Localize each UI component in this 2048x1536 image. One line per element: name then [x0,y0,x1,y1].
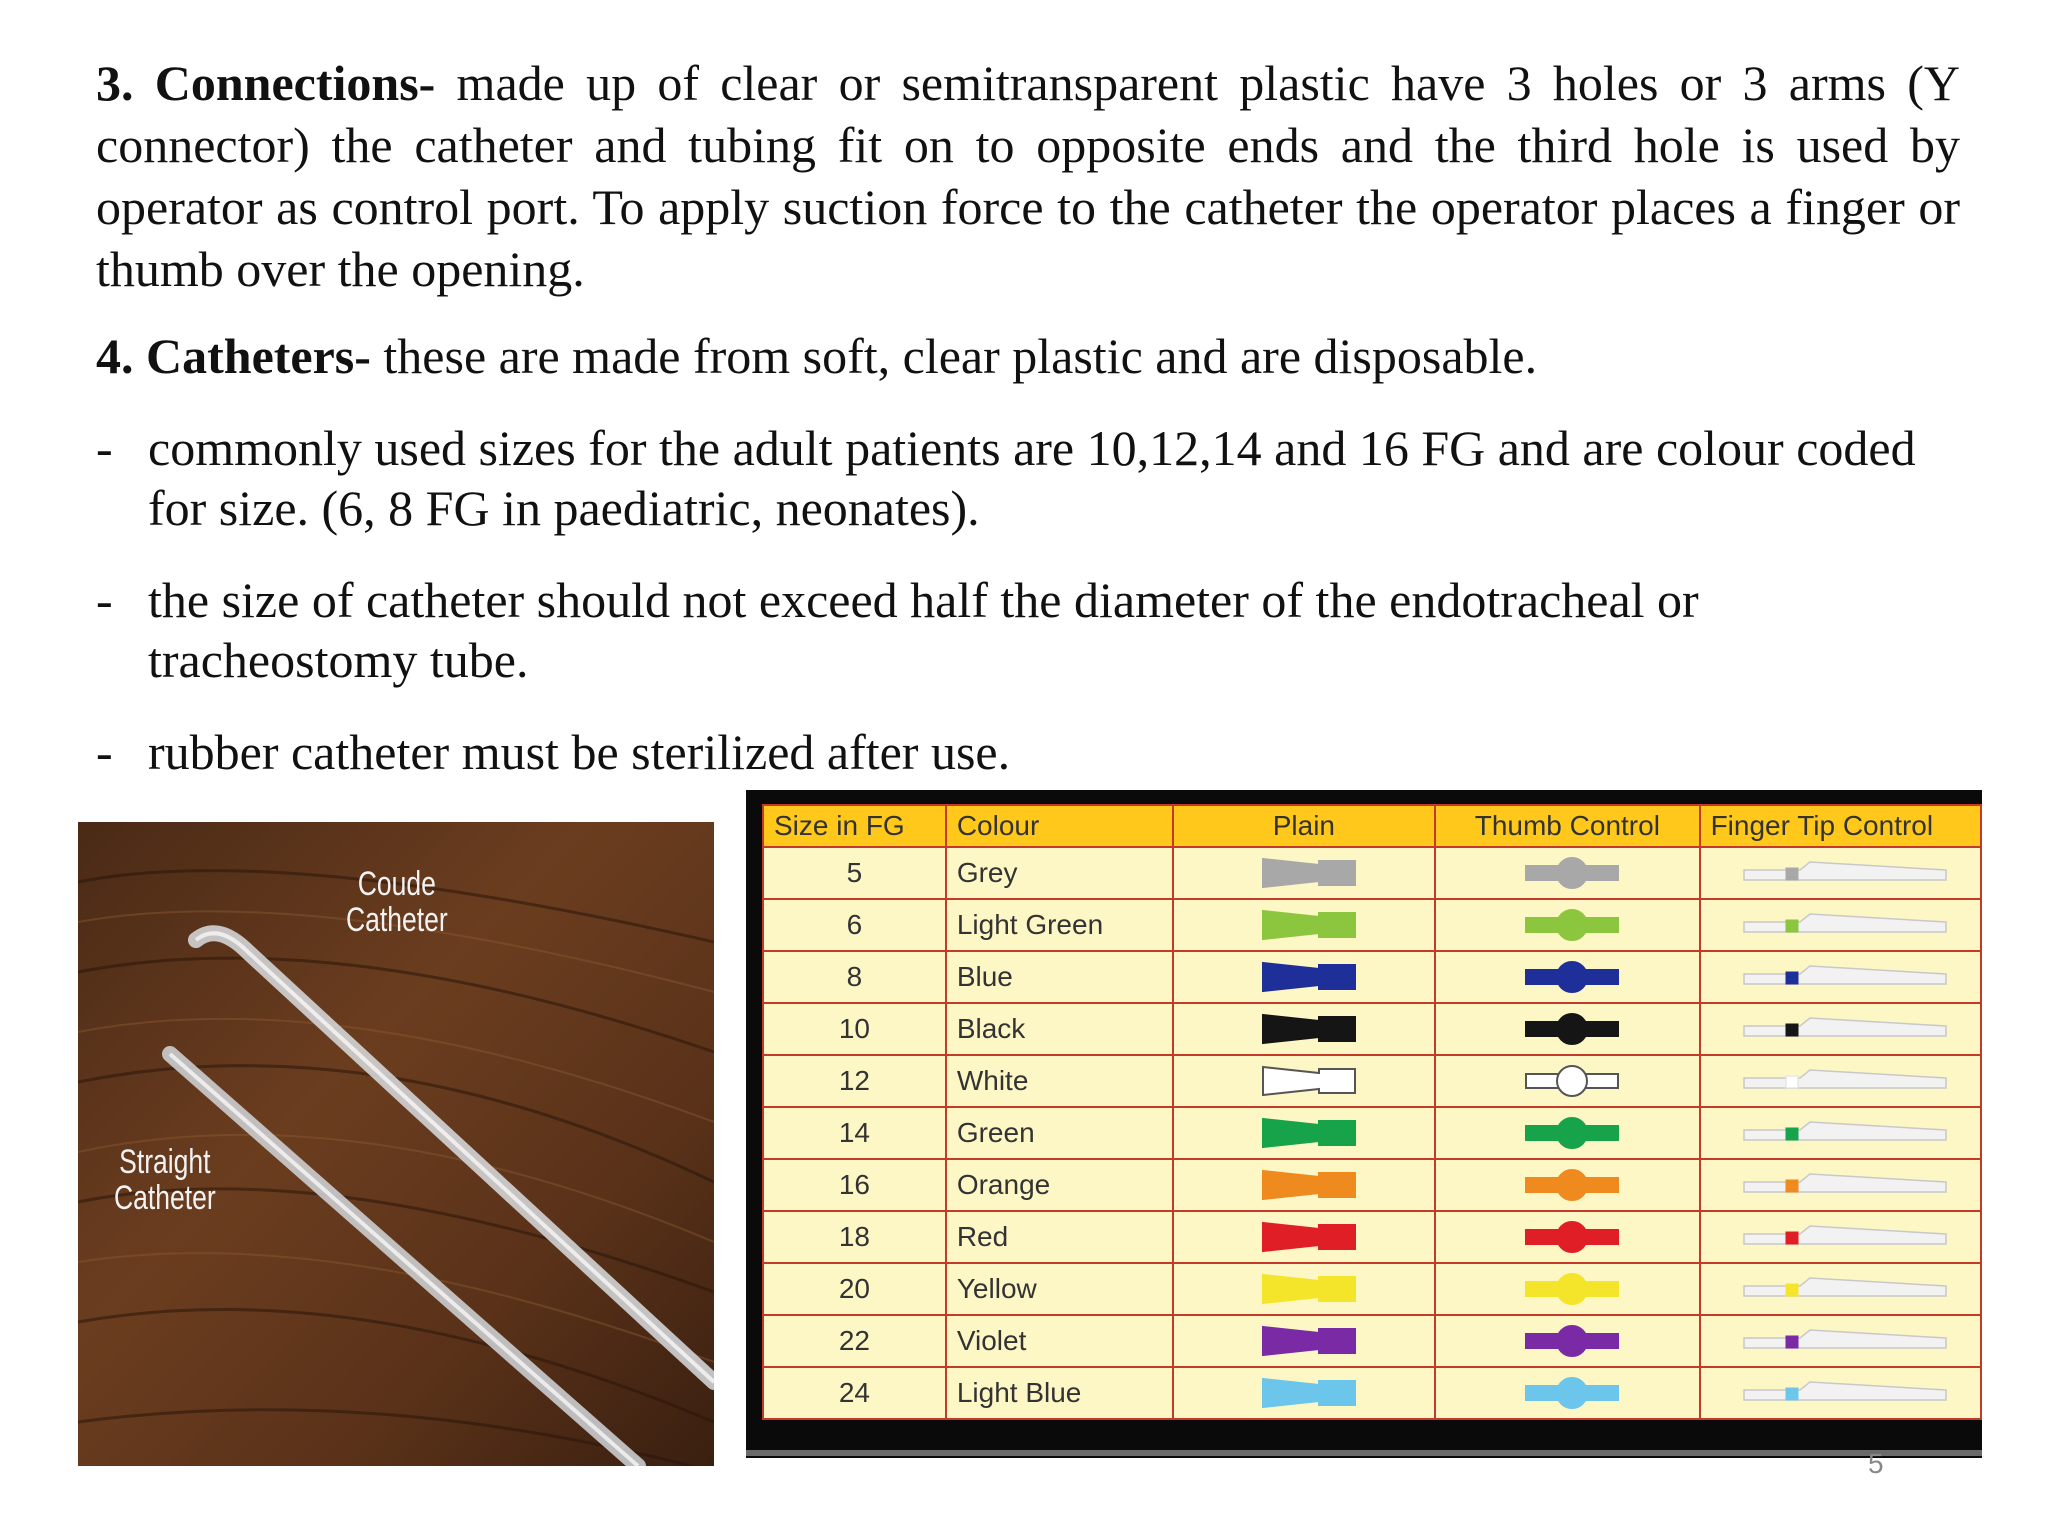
size-cell: 5 [763,847,946,899]
plain-swatch-cell [1173,1367,1435,1419]
table-row [763,1263,1981,1315]
finger-tip-swatch-cell [1700,1211,1981,1263]
label-line: Catheter [346,901,448,939]
catheter-size-chart [746,790,1982,1458]
label-line: Straight [119,1143,211,1181]
plain-swatch-cell [1173,951,1435,1003]
bullet-item [96,722,1960,782]
finger-tip-control-icon [1740,1014,1950,1044]
table-row [763,951,1981,1003]
thumb-swatch-cell [1435,1159,1699,1211]
finger-tip-control-icon [1740,1326,1950,1356]
colour-cell: Black [946,1003,1173,1055]
finger-tip-control-icon [1740,1066,1950,1096]
catheters-body: these are made from soft, clear plastic and are disposable. [370,328,1538,384]
finger-tip-control-icon [1740,1118,1950,1148]
thumb-control-icon [1522,1321,1622,1361]
finger-tip-swatch-cell [1700,847,1981,899]
bullet-dash: - [96,572,113,628]
thumb-control-icon [1522,905,1622,945]
bullet-item [96,570,1960,690]
table-row [763,1055,1981,1107]
thumb-swatch-cell [1435,1367,1699,1419]
coude-catheter-label [346,866,448,938]
size-cell: 6 [763,899,946,951]
table-row [763,1367,1981,1419]
finger-tip-swatch-cell [1700,1367,1981,1419]
thumb-swatch-cell [1435,1107,1699,1159]
finger-tip-swatch-cell [1700,1159,1981,1211]
plain-connector-icon [1259,907,1359,943]
catheters-paragraph [96,325,1960,387]
thumb-swatch-cell [1435,1315,1699,1367]
catheters-heading: 4. Catheters- [96,328,371,384]
thumb-control-icon [1522,1373,1622,1413]
size-colour-table [762,804,1982,1420]
thumb-control-icon [1522,1165,1622,1205]
finger-tip-swatch-cell [1700,1315,1981,1367]
header-colour: Colour [946,805,1173,847]
bullet-text: the size of catheter should not exceed half the diameter of the endotracheal or tracheostomy tube. [148,572,1699,688]
bullet-text: rubber catheter must be sterilized after use. [148,724,1011,780]
colour-cell: Light Green [946,899,1173,951]
plain-swatch-cell [1173,1003,1435,1055]
finger-tip-control-icon [1740,962,1950,992]
size-cell: 20 [763,1263,946,1315]
header-thumb-control: Thumb Control [1435,805,1699,847]
size-cell: 8 [763,951,946,1003]
thumb-control-icon [1522,1113,1622,1153]
size-cell: 14 [763,1107,946,1159]
catheter-photo [78,822,714,1466]
finger-tip-control-icon [1740,858,1950,888]
thumb-swatch-cell [1435,1263,1699,1315]
table-body [763,847,1981,1419]
colour-cell: Grey [946,847,1173,899]
plain-connector-icon [1259,1375,1359,1411]
table-row [763,899,1981,951]
thumb-swatch-cell [1435,1055,1699,1107]
size-cell: 22 [763,1315,946,1367]
table-row [763,847,1981,899]
finger-tip-control-icon [1740,1378,1950,1408]
size-cell: 16 [763,1159,946,1211]
plain-connector-icon [1259,1167,1359,1203]
label-line: Coude [357,865,436,903]
finger-tip-swatch-cell [1700,1003,1981,1055]
plain-connector-icon [1259,959,1359,995]
table-row [763,1107,1981,1159]
header-plain: Plain [1173,805,1435,847]
thumb-control-icon [1522,1269,1622,1309]
connections-body: made up of clear or semitransparent plastic have 3 holes or 3 arms (Y connector) the catheter and tubing fit on to opposite ends and the third hole is used by operator as control port. To apply suction force to the catheter the operator places a finger or thumb over the opening. [96,55,1960,297]
table-row [763,1315,1981,1367]
thumb-swatch-cell [1435,899,1699,951]
plain-swatch-cell [1173,1315,1435,1367]
plain-connector-icon [1259,1323,1359,1359]
table-row [763,1211,1981,1263]
table-row [763,1003,1981,1055]
bullet-item [96,418,1960,538]
plain-swatch-cell [1173,1263,1435,1315]
colour-cell: Violet [946,1315,1173,1367]
plain-swatch-cell [1173,1159,1435,1211]
plain-connector-icon [1259,1219,1359,1255]
table-header-row [763,805,1981,847]
colour-cell: White [946,1055,1173,1107]
plain-connector-icon [1259,1063,1359,1099]
colour-cell: Light Blue [946,1367,1173,1419]
size-cell: 24 [763,1367,946,1419]
finger-tip-swatch-cell [1700,1107,1981,1159]
thumb-control-icon [1522,957,1622,997]
finger-tip-control-icon [1740,1274,1950,1304]
plain-swatch-cell [1173,1107,1435,1159]
connections-paragraph [96,52,1960,300]
plain-connector-icon [1259,1271,1359,1307]
bottom-rule [746,1450,1982,1456]
bullet-dash: - [96,724,113,780]
section-catheters [96,325,1960,387]
thumb-control-icon [1522,1217,1622,1257]
thumb-swatch-cell [1435,1003,1699,1055]
plain-swatch-cell [1173,1055,1435,1107]
plain-connector-icon [1259,1011,1359,1047]
finger-tip-swatch-cell [1700,951,1981,1003]
connections-heading: 3. Connections- [96,55,436,111]
thumb-control-icon [1522,853,1622,893]
header-finger-tip-control: Finger Tip Control [1700,805,1981,847]
label-line: Catheter [114,1179,216,1217]
colour-cell: Yellow [946,1263,1173,1315]
bullet-text: commonly used sizes for the adult patients are 10,12,14 and 16 FG and are colour coded for size. (6, 8 FG in paediatric, neonates). [148,420,1916,536]
plain-swatch-cell [1173,1211,1435,1263]
plain-connector-icon [1259,1115,1359,1151]
plain-swatch-cell [1173,899,1435,951]
finger-tip-control-icon [1740,910,1950,940]
finger-tip-control-icon [1740,1170,1950,1200]
finger-tip-swatch-cell [1700,1263,1981,1315]
thumb-swatch-cell [1435,847,1699,899]
size-cell: 10 [763,1003,946,1055]
plain-connector-icon [1259,855,1359,891]
colour-cell: Green [946,1107,1173,1159]
table-row [763,1159,1981,1211]
colour-cell: Red [946,1211,1173,1263]
thumb-control-icon [1522,1061,1622,1101]
finger-tip-swatch-cell [1700,899,1981,951]
colour-cell: Orange [946,1159,1173,1211]
section-connections [96,52,1960,300]
thumb-swatch-cell [1435,1211,1699,1263]
finger-tip-swatch-cell [1700,1055,1981,1107]
straight-catheter-label [114,1144,216,1216]
thumb-swatch-cell [1435,951,1699,1003]
finger-tip-control-icon [1740,1222,1950,1252]
colour-cell: Blue [946,951,1173,1003]
size-cell: 12 [763,1055,946,1107]
page-number: 5 [1868,1448,1884,1479]
bullet-dash: - [96,420,113,476]
thumb-control-icon [1522,1009,1622,1049]
header-size: Size in FG [763,805,946,847]
size-cell: 18 [763,1211,946,1263]
plain-swatch-cell [1173,847,1435,899]
